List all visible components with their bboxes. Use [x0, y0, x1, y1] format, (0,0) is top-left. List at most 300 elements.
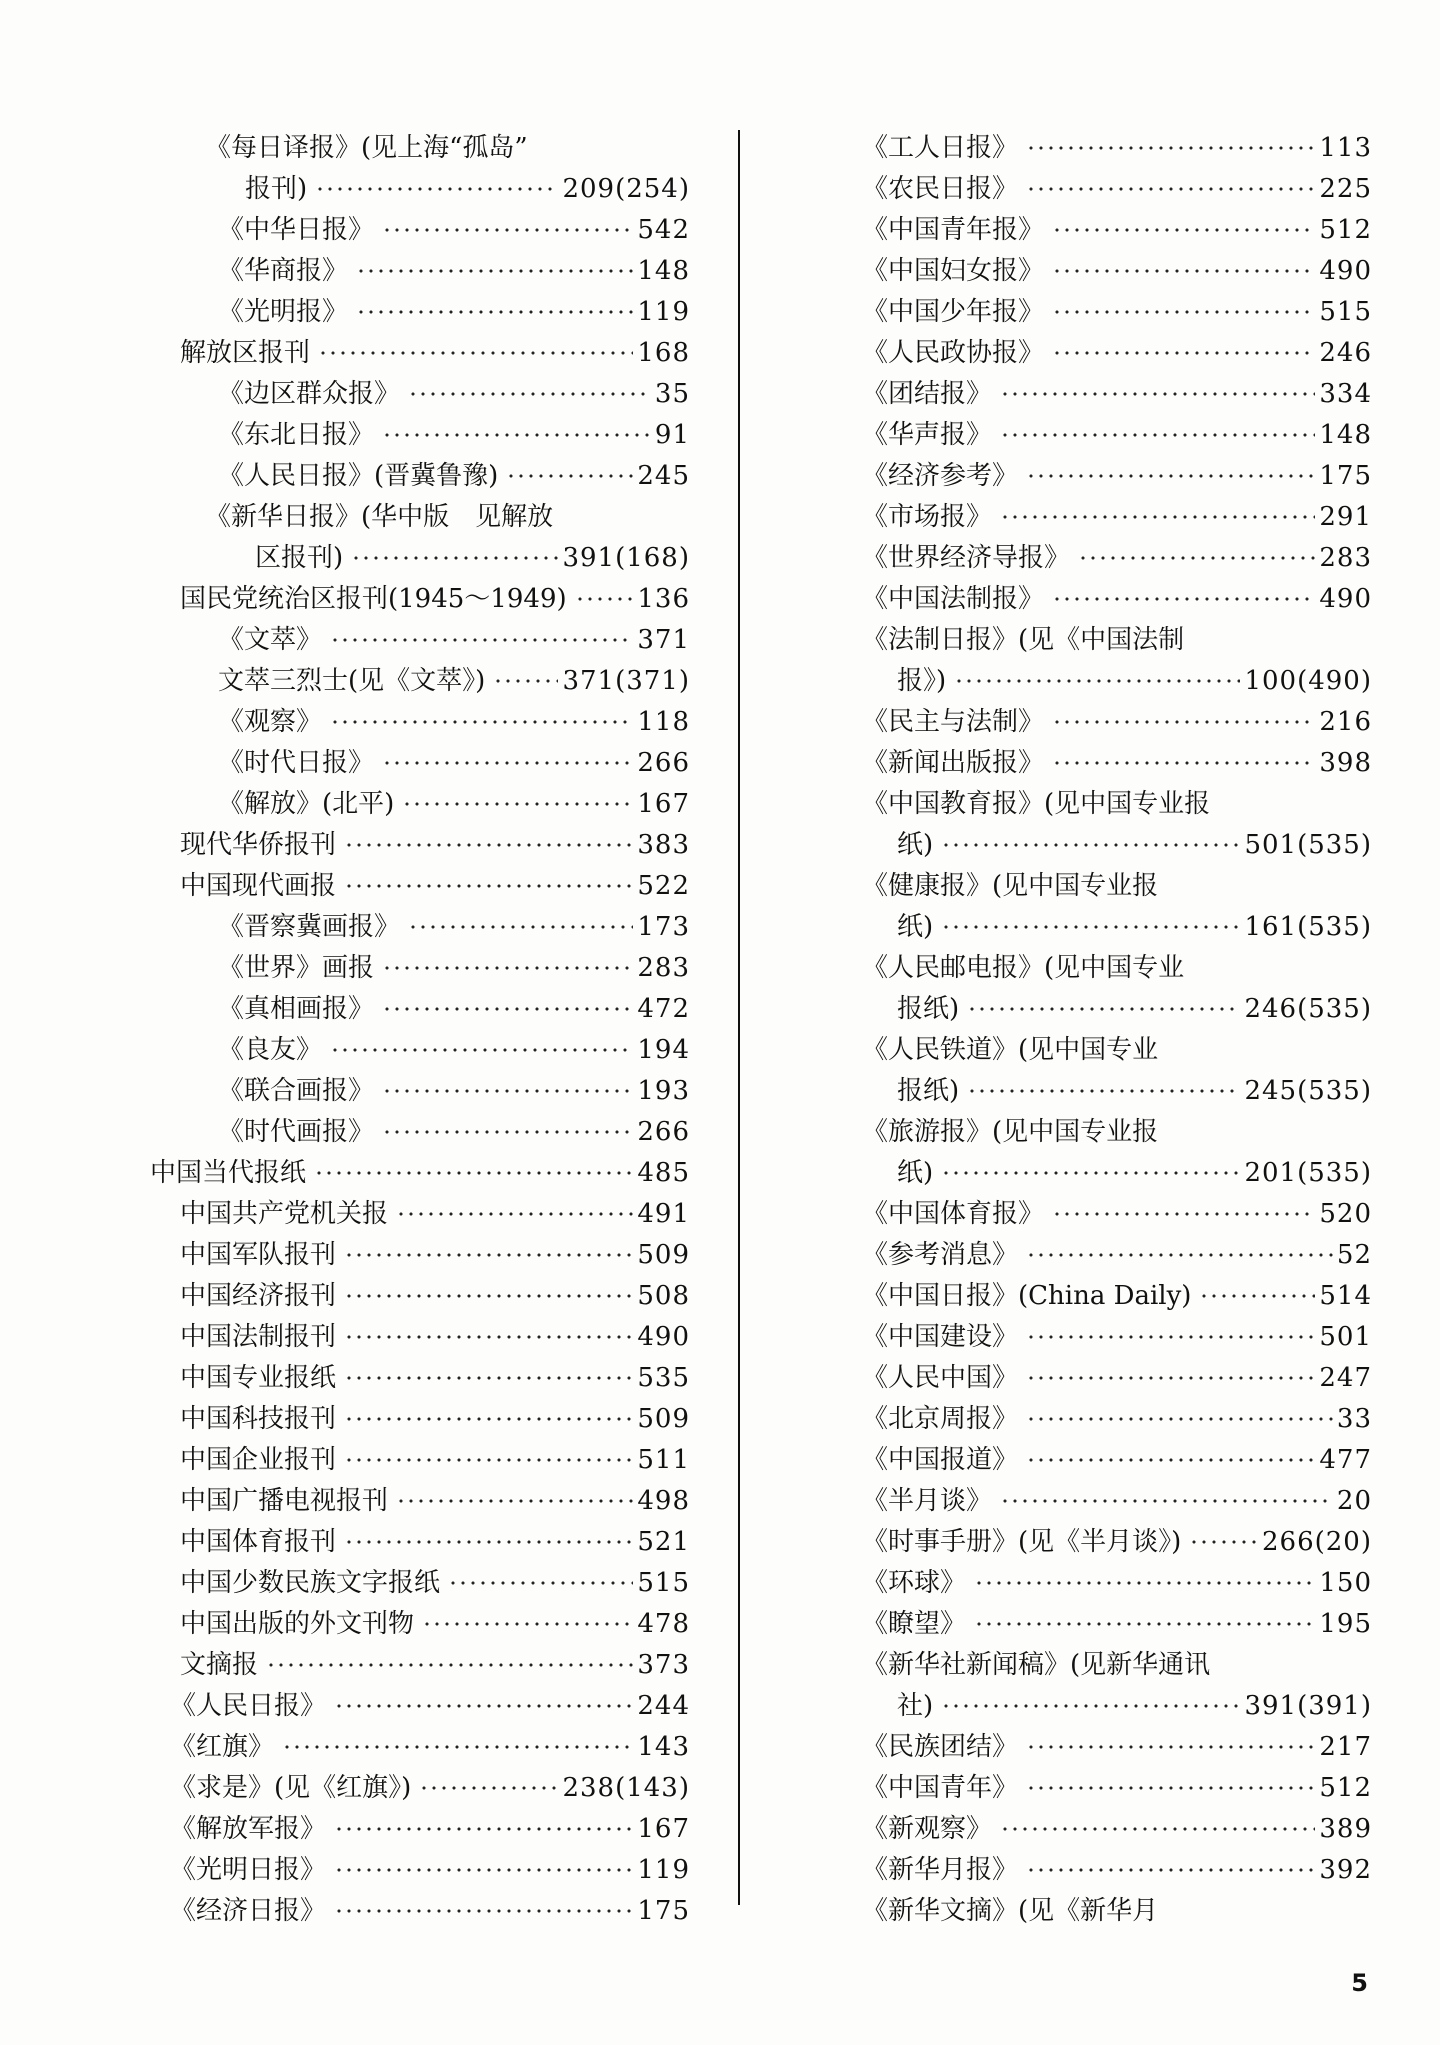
entry-page-number: 35 [654, 379, 690, 409]
entry-page-number: 392 [1319, 1855, 1372, 1885]
dot-leader [351, 538, 558, 578]
index-entry [862, 374, 1372, 414]
entry-title: 中国军队报刊 [180, 1240, 337, 1270]
dot-leader [382, 210, 633, 250]
index-entry [862, 1645, 1214, 1685]
index-entry [218, 1071, 690, 1111]
index-entry [218, 251, 690, 291]
dot-leader [1026, 1358, 1315, 1398]
entry-title: 《中国青年报》 [862, 215, 1045, 245]
entry-page-number: 373 [637, 1650, 690, 1680]
entry-title: 《人民日报》(晋冀鲁豫) [218, 461, 499, 491]
entry-page-number: 33 [1336, 1404, 1372, 1434]
entry-page-number: 490 [1319, 584, 1372, 614]
entry-page-number: 225 [1319, 174, 1372, 204]
dot-leader [1078, 538, 1315, 578]
page-number: 5 [1351, 1969, 1368, 1997]
entry-title: 《中国法制报》 [862, 584, 1045, 614]
entry-title: 现代华侨报刊 [180, 830, 337, 860]
entry-title: 《参考消息》 [862, 1240, 1019, 1270]
dot-leader [330, 702, 633, 742]
dot-leader [344, 1399, 633, 1439]
index-entry [170, 1809, 690, 1849]
entry-page-number: 136 [637, 584, 690, 614]
dot-leader [382, 1112, 633, 1152]
index-entry [218, 743, 690, 783]
entry-title: 中国经济报刊 [180, 1281, 337, 1311]
dot-leader [1026, 1768, 1315, 1808]
index-entry [862, 702, 1372, 742]
index-entry [218, 292, 690, 332]
index-entry [218, 661, 690, 701]
entry-page-number: 148 [1319, 420, 1372, 450]
entry-title: 《民主与法制》 [862, 707, 1045, 737]
dot-leader [1026, 169, 1315, 209]
index-entry [862, 579, 1372, 619]
index-entry [170, 1727, 690, 1767]
entry-title: 《人民中国》 [862, 1363, 1019, 1393]
column-divider [738, 130, 740, 1905]
index-entry [862, 784, 1214, 824]
index-entry [218, 1030, 690, 1070]
entry-title: 《时事手册》(见《半月谈》) [862, 1527, 1182, 1557]
dot-leader [967, 989, 1240, 1029]
entry-title: 《中国体育报》 [862, 1199, 1045, 1229]
entry-page-number: 118 [637, 707, 690, 737]
entry-title: 中国专业报纸 [180, 1363, 337, 1393]
dot-leader [408, 907, 633, 947]
index-entry [170, 1686, 690, 1726]
entry-page-number: 490 [1319, 256, 1372, 286]
entry-page-number: 194 [637, 1035, 690, 1065]
index-entry [218, 784, 690, 824]
entry-page-number: 501 [1319, 1322, 1372, 1352]
entry-page-number: 167 [637, 789, 690, 819]
entry-page-number: 161(535) [1244, 912, 1372, 942]
entry-title: 《中国建设》 [862, 1322, 1019, 1352]
entry-title: 中国企业报刊 [180, 1445, 337, 1475]
index-entry [862, 620, 1188, 660]
entry-page-number: 148 [637, 256, 690, 286]
entry-page-number: 100(490) [1244, 666, 1372, 696]
entry-page-number: 478 [637, 1609, 690, 1639]
dot-leader [344, 866, 633, 906]
entry-title: 《红旗》 [170, 1732, 275, 1762]
index-entry [897, 907, 1372, 947]
entry-page-number: 391(168) [562, 543, 690, 573]
entry-page-number: 173 [637, 912, 690, 942]
entry-page-number: 490 [637, 1322, 690, 1352]
dot-leader [954, 661, 1240, 701]
entry-title: 报》) [897, 666, 947, 696]
entry-title: 纸) [897, 830, 934, 860]
index-entry [897, 1153, 1372, 1193]
entry-page-number: 398 [1319, 748, 1372, 778]
dot-leader [315, 169, 558, 209]
dot-leader [941, 1153, 1240, 1193]
entry-page-number: 266 [637, 748, 690, 778]
dot-leader [575, 579, 634, 619]
index-entry [862, 128, 1372, 168]
entry-title: 《人民铁道》(见中国专业 [862, 1035, 1159, 1065]
dot-leader [382, 1071, 633, 1111]
entry-page-number: 291 [1319, 502, 1372, 532]
entry-title: 文萃三烈士(见《文萃》) [218, 666, 486, 696]
index-entry [862, 1194, 1372, 1234]
dot-leader [1000, 374, 1315, 414]
entry-title: 纸) [897, 912, 934, 942]
dot-leader [1052, 743, 1315, 783]
entry-page-number: 238(143) [562, 1773, 690, 1803]
dot-leader [334, 1850, 633, 1890]
dot-leader [344, 1358, 633, 1398]
entry-title: 《良友》 [218, 1035, 323, 1065]
entry-title: 《新闻出版报》 [862, 748, 1045, 778]
dot-leader [1000, 1809, 1315, 1849]
entry-title: 《求是》(见《红旗》) [170, 1773, 412, 1803]
entry-title: 《中国少年报》 [862, 297, 1045, 327]
entry-title: 《真相画报》 [218, 994, 375, 1024]
index-entry [180, 579, 690, 619]
entry-page-number: 512 [1319, 1773, 1372, 1803]
entry-title: 《团结报》 [862, 379, 993, 409]
index-entry [862, 1317, 1372, 1357]
entry-page-number: 371(371) [562, 666, 690, 696]
entry-title: 《新观察》 [862, 1814, 993, 1844]
index-entry [180, 1522, 690, 1562]
index-entry [180, 1235, 690, 1275]
index-entry [205, 128, 532, 168]
entry-title: 中国共产党机关报 [180, 1199, 389, 1229]
entry-title: 《解放》(北平) [218, 789, 395, 819]
index-entry [218, 907, 690, 947]
index-entry [862, 1112, 1162, 1152]
entry-title: 文摘报 [180, 1650, 259, 1680]
index-entry [218, 948, 690, 988]
entry-title: 《法制日报》(见《中国法制 [862, 625, 1185, 655]
index-entry [180, 1317, 690, 1357]
entry-page-number: 389 [1319, 1814, 1372, 1844]
index-entry [897, 661, 1372, 701]
dot-leader [1026, 1440, 1315, 1480]
entry-title: 《市场报》 [862, 502, 993, 532]
dot-leader [396, 1481, 633, 1521]
entry-title: 《世界》画报 [218, 953, 375, 983]
entry-page-number: 371 [637, 625, 690, 655]
entry-page-number: 167 [637, 1814, 690, 1844]
entry-title: 《世界经济导报》 [862, 543, 1071, 573]
index-entry [862, 169, 1372, 209]
dot-leader [330, 1030, 633, 1070]
index-entry [862, 497, 1372, 537]
index-entry [180, 1194, 690, 1234]
entry-title: 《工人日报》 [862, 133, 1019, 163]
dot-leader [344, 1276, 633, 1316]
entry-page-number: 514 [1319, 1281, 1372, 1311]
entry-title: 《民族团结》 [862, 1732, 1019, 1762]
entry-page-number: 195 [1319, 1609, 1372, 1639]
entry-page-number: 498 [637, 1486, 690, 1516]
index-entry [897, 825, 1372, 865]
index-entry [862, 251, 1372, 291]
entry-title: 《中国青年》 [862, 1773, 1019, 1803]
entry-title: 中国少数民族文字报纸 [180, 1568, 441, 1598]
entry-page-number: 491 [637, 1199, 690, 1229]
entry-title: 《晋察冀画报》 [218, 912, 401, 942]
entry-title: 《人民政协报》 [862, 338, 1045, 368]
dot-leader [314, 1153, 633, 1193]
entry-page-number: 509 [637, 1404, 690, 1434]
entry-page-number: 244 [637, 1691, 690, 1721]
entry-page-number: 283 [1319, 543, 1372, 573]
entry-title: 社) [897, 1691, 934, 1721]
entry-page-number: 542 [637, 215, 690, 245]
entry-title: 报纸) [897, 994, 960, 1024]
index-entry [245, 169, 690, 209]
dot-leader [344, 1522, 633, 1562]
dot-leader [1052, 702, 1315, 742]
entry-page-number: 201(535) [1244, 1158, 1372, 1188]
entry-page-number: 266(20) [1262, 1527, 1372, 1557]
index-entry [862, 292, 1372, 332]
entry-title: 《边区群众报》 [218, 379, 401, 409]
entry-page-number: 119 [637, 297, 690, 327]
dot-leader [1052, 210, 1315, 250]
entry-title: 区报刊) [255, 543, 344, 573]
entry-title: 《农民日报》 [862, 174, 1019, 204]
entry-title: 《华声报》 [862, 420, 993, 450]
index-entry [255, 538, 690, 578]
dot-leader [334, 1686, 633, 1726]
entry-title: 《中国教育报》(见中国专业报 [862, 789, 1211, 819]
dot-leader [318, 333, 633, 373]
index-entry [862, 1522, 1372, 1562]
entry-page-number: 521 [637, 1527, 690, 1557]
entry-page-number: 193 [637, 1076, 690, 1106]
entry-title: 《时代画报》 [218, 1117, 375, 1147]
dot-leader [396, 1194, 633, 1234]
entry-title: 《联合画报》 [218, 1076, 375, 1106]
index-entry [170, 1768, 690, 1808]
index-entry [897, 1686, 1372, 1726]
entry-title: 《新华日报》(华中版 见解放 [205, 502, 554, 532]
index-entry [218, 374, 690, 414]
dot-leader [1026, 1235, 1333, 1275]
dot-leader [1026, 1317, 1315, 1357]
index-entry [180, 1481, 690, 1521]
dot-leader [448, 1563, 633, 1603]
index-entry [862, 1809, 1372, 1849]
index-entry [862, 1276, 1372, 1316]
entry-page-number: 535 [637, 1363, 690, 1393]
dot-leader [506, 456, 633, 496]
entry-page-number: 472 [637, 994, 690, 1024]
dot-leader [1052, 1194, 1315, 1234]
entry-title: 《时代日报》 [218, 748, 375, 778]
entry-page-number: 522 [637, 871, 690, 901]
index-entry [180, 866, 690, 906]
index-entry [170, 1850, 690, 1890]
dot-leader [344, 1317, 633, 1357]
dot-leader [344, 825, 633, 865]
entry-title: 《文萃》 [218, 625, 323, 655]
index-entry [180, 1604, 690, 1644]
entry-title: 《瞭望》 [862, 1609, 967, 1639]
entry-title: 中国科技报刊 [180, 1404, 337, 1434]
entry-title: 《东北日报》 [218, 420, 375, 450]
dot-leader [941, 825, 1240, 865]
dot-leader [1026, 456, 1315, 496]
entry-title: 中国广播电视报刊 [180, 1486, 389, 1516]
index-entry [862, 743, 1372, 783]
dot-leader [422, 1604, 633, 1644]
dot-leader [1189, 1522, 1258, 1562]
entry-title: 《人民日报》 [170, 1691, 327, 1721]
entry-page-number: 247 [1319, 1363, 1372, 1393]
dot-leader [967, 1071, 1240, 1111]
entry-title: 《经济日报》 [170, 1896, 327, 1926]
dot-leader [334, 1891, 633, 1931]
entry-page-number: 175 [637, 1896, 690, 1926]
dot-leader [1026, 128, 1315, 168]
index-entry [218, 456, 690, 496]
index-entry [218, 620, 690, 660]
index-entry [862, 1440, 1372, 1480]
dot-leader [382, 415, 651, 455]
index-entry [862, 1563, 1372, 1603]
entry-page-number: 511 [637, 1445, 690, 1475]
index-entry [180, 1399, 690, 1439]
index-entry [170, 1891, 690, 1931]
index-entry [180, 1358, 690, 1398]
index-entry [862, 456, 1372, 496]
index-entry [862, 538, 1372, 578]
index-entry [862, 1604, 1372, 1644]
dot-leader [1052, 579, 1315, 619]
entry-title: 《中国妇女报》 [862, 256, 1045, 286]
entry-page-number: 246(535) [1244, 994, 1372, 1024]
entry-page-number: 485 [637, 1158, 690, 1188]
entry-page-number: 512 [1319, 215, 1372, 245]
index-entry [180, 1563, 690, 1603]
entry-page-number: 91 [654, 420, 690, 450]
index-entry [897, 1071, 1372, 1111]
entry-title: 国民党统治区报刊(1945～1949) [180, 584, 567, 614]
entry-page-number: 216 [1319, 707, 1372, 737]
dot-leader [382, 989, 633, 1029]
dot-leader [344, 1235, 633, 1275]
dot-leader [1026, 1727, 1315, 1767]
entry-title: 中国当代报纸 [150, 1158, 307, 1188]
entry-title: 中国出版的外文刊物 [180, 1609, 415, 1639]
index-entry [218, 989, 690, 1029]
entry-title: 《新华文摘》(见《新华月 [862, 1896, 1159, 1926]
index-entry [862, 1727, 1372, 1767]
entry-title: 报纸) [897, 1076, 960, 1106]
entry-title: 《北京周报》 [862, 1404, 1019, 1434]
entry-page-number: 168 [637, 338, 690, 368]
entry-title: 《经济参考》 [862, 461, 1019, 491]
dot-leader [974, 1563, 1315, 1603]
index-entry [897, 989, 1372, 1029]
entry-title: 《中国日报》(China Daily) [862, 1281, 1192, 1311]
entry-page-number: 113 [1319, 133, 1372, 163]
entry-title: 解放区报刊 [180, 338, 311, 368]
dot-leader [344, 1440, 633, 1480]
index-entry [862, 1891, 1162, 1931]
entry-page-number: 217 [1319, 1732, 1372, 1762]
index-entry [150, 1153, 690, 1193]
index-entry [205, 497, 557, 537]
dot-leader [382, 743, 633, 783]
entry-title: 报刊) [245, 174, 308, 204]
entry-title: 《人民邮电报》(见中国专业 [862, 953, 1185, 983]
entry-page-number: 52 [1336, 1240, 1372, 1270]
entry-page-number: 501(535) [1244, 830, 1372, 860]
dot-leader [282, 1727, 633, 1767]
index-entry [218, 1112, 690, 1152]
dot-leader [382, 948, 633, 988]
index-entry [862, 866, 1162, 906]
entry-page-number: 477 [1319, 1445, 1372, 1475]
index-entry [180, 1276, 690, 1316]
dot-leader [1000, 415, 1315, 455]
entry-page-number: 245(535) [1244, 1076, 1372, 1106]
dot-leader [266, 1645, 633, 1685]
entry-title: 《环球》 [862, 1568, 967, 1598]
entry-title: 《新华社新闻稿》(见新华通讯 [862, 1650, 1211, 1680]
entry-title: 《健康报》(见中国专业报 [862, 871, 1159, 901]
entry-title: 《解放军报》 [170, 1814, 327, 1844]
dot-leader [1000, 497, 1315, 537]
dot-leader [1026, 1399, 1333, 1439]
entry-title: 《观察》 [218, 707, 323, 737]
index-entry [862, 1768, 1372, 1808]
entry-page-number: 150 [1319, 1568, 1372, 1598]
index-entry [862, 333, 1372, 373]
entry-title: 《半月谈》 [862, 1486, 993, 1516]
entry-page-number: 20 [1336, 1486, 1372, 1516]
dot-leader [1052, 251, 1315, 291]
dot-leader [356, 292, 633, 332]
entry-title: 《中华日报》 [218, 215, 375, 245]
dot-leader [1052, 333, 1315, 373]
entry-page-number: 245 [637, 461, 690, 491]
index-entry [862, 210, 1372, 250]
entry-page-number: 383 [637, 830, 690, 860]
index-entry [862, 1235, 1372, 1275]
entry-title: 《光明日报》 [170, 1855, 327, 1885]
dot-leader [1199, 1276, 1315, 1316]
index-entry [862, 1358, 1372, 1398]
dot-leader [408, 374, 651, 414]
entry-title: 《新华月报》 [862, 1855, 1019, 1885]
dot-leader [941, 1686, 1240, 1726]
entry-title: 《旅游报》(见中国专业报 [862, 1117, 1159, 1147]
index-entry [862, 1850, 1372, 1890]
index-entry [862, 1399, 1372, 1439]
entry-page-number: 391(391) [1244, 1691, 1372, 1721]
dot-leader [941, 907, 1240, 947]
entry-page-number: 520 [1319, 1199, 1372, 1229]
entry-page-number: 266 [637, 1117, 690, 1147]
entry-page-number: 209(254) [562, 174, 690, 204]
dot-leader [330, 620, 633, 660]
entry-page-number: 508 [637, 1281, 690, 1311]
entry-page-number: 175 [1319, 461, 1372, 491]
dot-leader [493, 661, 558, 701]
index-entry [218, 702, 690, 742]
